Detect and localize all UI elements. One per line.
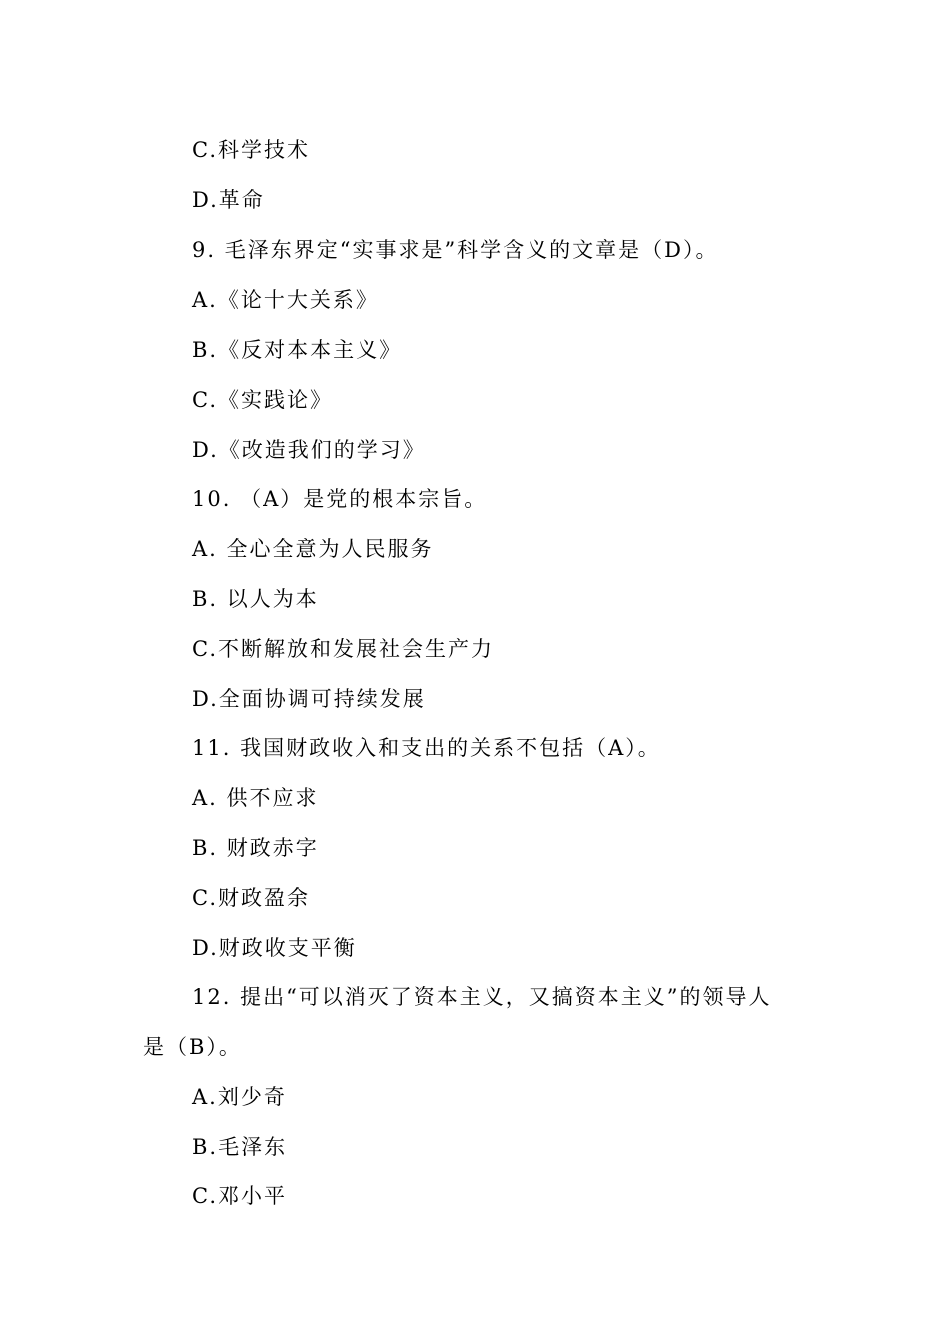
q10-option-c: C.不断解放和发展社会生产力 [192,637,494,661]
q9-option-b: B.《反对本本主义》 [192,338,403,362]
q9-option-c: C.《实践论》 [192,388,333,412]
question-9: 9. 毛泽东界定“实事求是”科学含义的文章是（D）。 [192,238,719,262]
q12-option-a: A.刘少奇 [192,1085,287,1109]
q8-option-c: C.科学技术 [192,138,310,162]
q9-option-d: D.《改造我们的学习》 [192,438,426,462]
q10-option-a: A. 全心全意为人民服务 [192,537,434,561]
question-11: 11. 我国财政收入和支出的关系不包括（A）。 [192,736,661,760]
question-12-continuation: 是（B）。 [143,1035,242,1059]
q10-option-d: D.全面协调可持续发展 [192,687,426,711]
q12-option-b: B.毛泽东 [192,1135,288,1159]
q11-option-d: D.财政收支平衡 [192,936,357,960]
q10-option-b: B. 以人为本 [192,587,319,611]
question-10: 10. （A）是党的根本宗旨。 [192,487,488,511]
q8-option-d: D.革命 [192,188,265,212]
q11-option-c: C.财政盈余 [192,886,310,910]
q9-option-a: A.《论十大关系》 [192,288,379,312]
q11-option-a: A. 供不应求 [192,786,319,810]
q11-option-b: B. 财政赤字 [192,836,319,860]
q12-option-c: C.邓小平 [192,1184,287,1208]
question-12: 12. 提出“可以消灭了资本主义，又搞资本主义”的领导人 [192,985,772,1009]
